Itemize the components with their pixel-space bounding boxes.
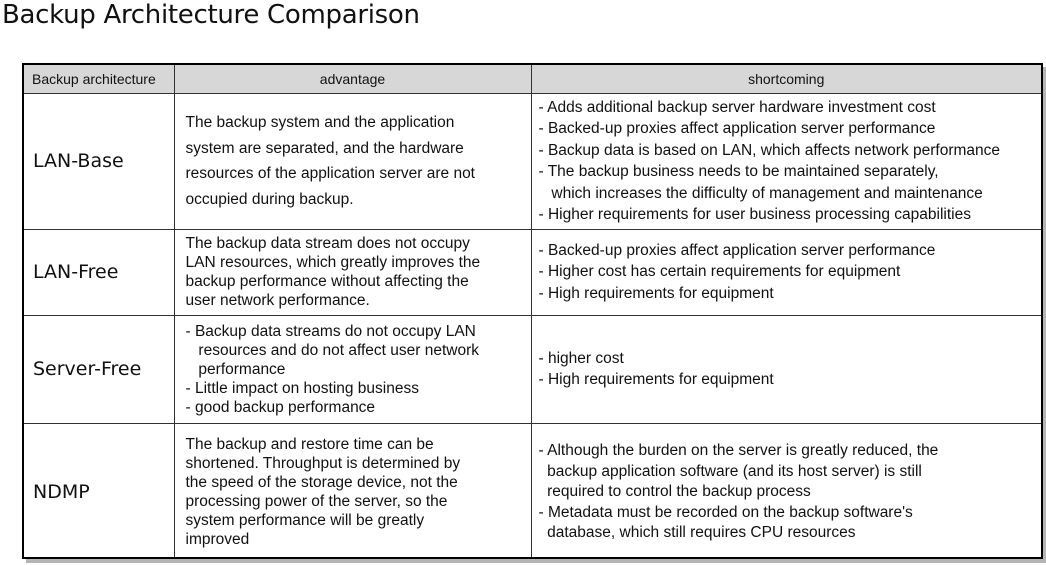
advantage-line: - Little impact on hosting business — [185, 379, 419, 397]
table-row-server-free — [24, 315, 1041, 423]
shortcoming-line: - Higher cost has certain requirements for equipment — [538, 263, 901, 281]
shortcoming-line: - High requirements for equipment — [538, 371, 774, 388]
advantage-line: processing power of the server, so the — [185, 493, 448, 511]
shortcoming-cell — [531, 93, 1041, 229]
advantage-line: shortened. Throughput is determined by — [185, 455, 461, 473]
shortcoming-line: - The backup business needs to be maintained separately, — [538, 163, 939, 180]
advantage-line: system are separated, and the hardware — [185, 139, 464, 157]
table-row-lan-free — [24, 229, 1041, 315]
shortcoming-line: - Metadata must be recorded on the backup software's — [538, 503, 913, 521]
advantage-line: performance — [185, 360, 286, 378]
comparison-table-grid — [24, 65, 1041, 559]
shortcoming-line: - Backed-up proxies affect application server performance — [538, 120, 936, 137]
shortcoming-line: - Although the burden on the server is greatly reduced, the — [538, 442, 939, 459]
advantage-line: The backup system and the application — [185, 114, 455, 131]
advantage-line: occupied during backup. — [185, 190, 354, 208]
architecture-name: LAN-Base — [24, 93, 174, 229]
table-row-ndmp — [24, 423, 1041, 559]
architecture-name: NDMP — [24, 423, 174, 559]
advantage-line: The backup data stream does not occupy — [185, 235, 470, 252]
header-advantage: advantage — [174, 65, 531, 93]
shortcoming-line: - higher cost — [538, 349, 624, 367]
shortcoming-line: required to control the backup process — [538, 483, 811, 500]
header-shortcoming: shortcoming — [531, 65, 1041, 93]
shortcoming-line: - Adds additional backup server hardware investment cost — [538, 98, 936, 116]
advantage-line: improved — [185, 531, 250, 549]
advantage-cell — [174, 423, 531, 559]
architecture-name: LAN-Free — [24, 229, 174, 315]
shortcoming-line: - Backup data is based on LAN, which affects network performance — [538, 141, 1001, 159]
advantage-line: user network performance. — [185, 292, 370, 309]
advantage-line: - Backup data streams do not occupy LAN — [185, 322, 476, 340]
architecture-name: Server-Free — [24, 315, 174, 423]
advantage-line: - good backup performance — [185, 398, 376, 416]
shortcoming-cell — [531, 423, 1041, 559]
advantage-cell — [174, 229, 531, 315]
advantage-line: backup performance without affecting the — [185, 273, 469, 290]
shortcoming-cell — [531, 315, 1041, 423]
advantage-line: resources and do not affect user network — [185, 341, 480, 359]
advantage-line: The backup and restore time can be — [185, 436, 434, 454]
advantage-line: LAN resources, which greatly improves the — [185, 254, 481, 271]
shortcoming-cell — [531, 229, 1041, 315]
shortcoming-line: - Higher requirements for user business processing capabilities — [538, 206, 971, 223]
shortcoming-line: backup application software (and its host server) is still — [538, 462, 922, 480]
advantage-cell — [174, 315, 531, 423]
shortcoming-line: database, which still requires CPU resources — [538, 524, 856, 541]
header-architecture: Backup architecture — [24, 65, 174, 93]
advantage-line: resources of the application server are not — [185, 165, 475, 182]
advantage-line: the speed of the storage device, not the — [185, 474, 458, 492]
table-header-row — [24, 65, 1041, 93]
shortcoming-line: - High requirements for equipment — [538, 284, 774, 302]
page-title: Backup Architecture Comparison — [2, 0, 420, 30]
shortcoming-line: - Backed-up proxies affect application server performance — [538, 241, 936, 259]
advantage-cell — [174, 93, 531, 229]
shortcoming-line: which increases the difficulty of management and maintenance — [538, 184, 983, 202]
comparison-table — [22, 63, 1043, 559]
table-row-lan-base — [24, 93, 1041, 229]
advantage-line: system performance will be greatly — [185, 512, 425, 530]
